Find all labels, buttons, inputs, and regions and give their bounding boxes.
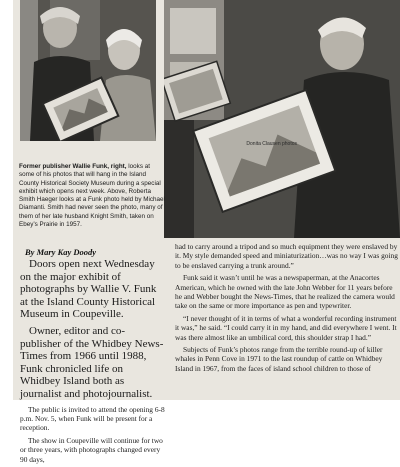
paragraph: Subjects of Funk’s photos range from the terrible round-up of killer whales in Penn Cove in 1971 to the last roundup of cattle on Whidbey Island in 1967, from the faces of island school children to those of (175, 345, 383, 373)
paragraph: The public is invited to attend the opening 6-8 p.m. Nov. 5, when Funk will be present for a reception. (20, 404, 165, 433)
caption-lead: Former publisher Wallie Funk, right, (19, 163, 127, 170)
paragraph: Owner, editor and co-publisher of the Whidbey News-Times from 1966 until 1988, Funk chronicled life on Whidbey Island both as journalist and photojournalist. (20, 324, 164, 400)
paragraph: Funk said it wasn’t until he was a newspaperman, at the Anacortes American, which he owned with the late John Webber for 11 years before he and Webber bought the News-Times, that he realized the camera would take on the same or more importance as pen and typewriter. (175, 273, 395, 311)
article-column-2 (175, 242, 399, 376)
paragraph: had to carry around a tripod and so much equipment they were enslaved by it. My style demanded speed and miniaturization…was no way I was going to be enslaved carrying a trunk around.” (175, 242, 398, 270)
paragraph: The show in Coupeville will continue for two or three years, with photographs changed every 90 days, (20, 435, 163, 464)
byline: By Mary Kay Doody (25, 247, 97, 257)
photo-caption (19, 163, 165, 229)
photo-right-image (164, 0, 400, 238)
photo-wallie-funk (20, 0, 156, 141)
caption-text: looks at some of his photos that will hang in the Island County Historical Society Museum during a special exhibit which opens next week. Above, Roberta Smith Haeger looks at a Funk photo held by Michael Diamanti. Smith had never seen the photo, many of them of her late husband Knight Smith, taken on Ebey’s Prairie in 1957. (19, 163, 165, 229)
photo-credit: Donita Clausen photos (246, 141, 297, 147)
photo-haeger-diamanti (164, 0, 400, 238)
photo-left-image (20, 0, 156, 141)
paragraph: “I never thought of it in terms of what a wonderful recording instrument it was,” he said. “I could carry it in my hand, and did everywhere I went. It was there almost like an umbilical cord, this shoulder strap I had.” (175, 313, 397, 342)
paragraph: Doors open next Wednesday on the major exhibit of photographs by Wallie V. Funk at the Island County Historical Museum in Coupeville. (20, 258, 157, 321)
article-column-1 (20, 258, 165, 467)
newspaper-clipping (13, 0, 400, 464)
